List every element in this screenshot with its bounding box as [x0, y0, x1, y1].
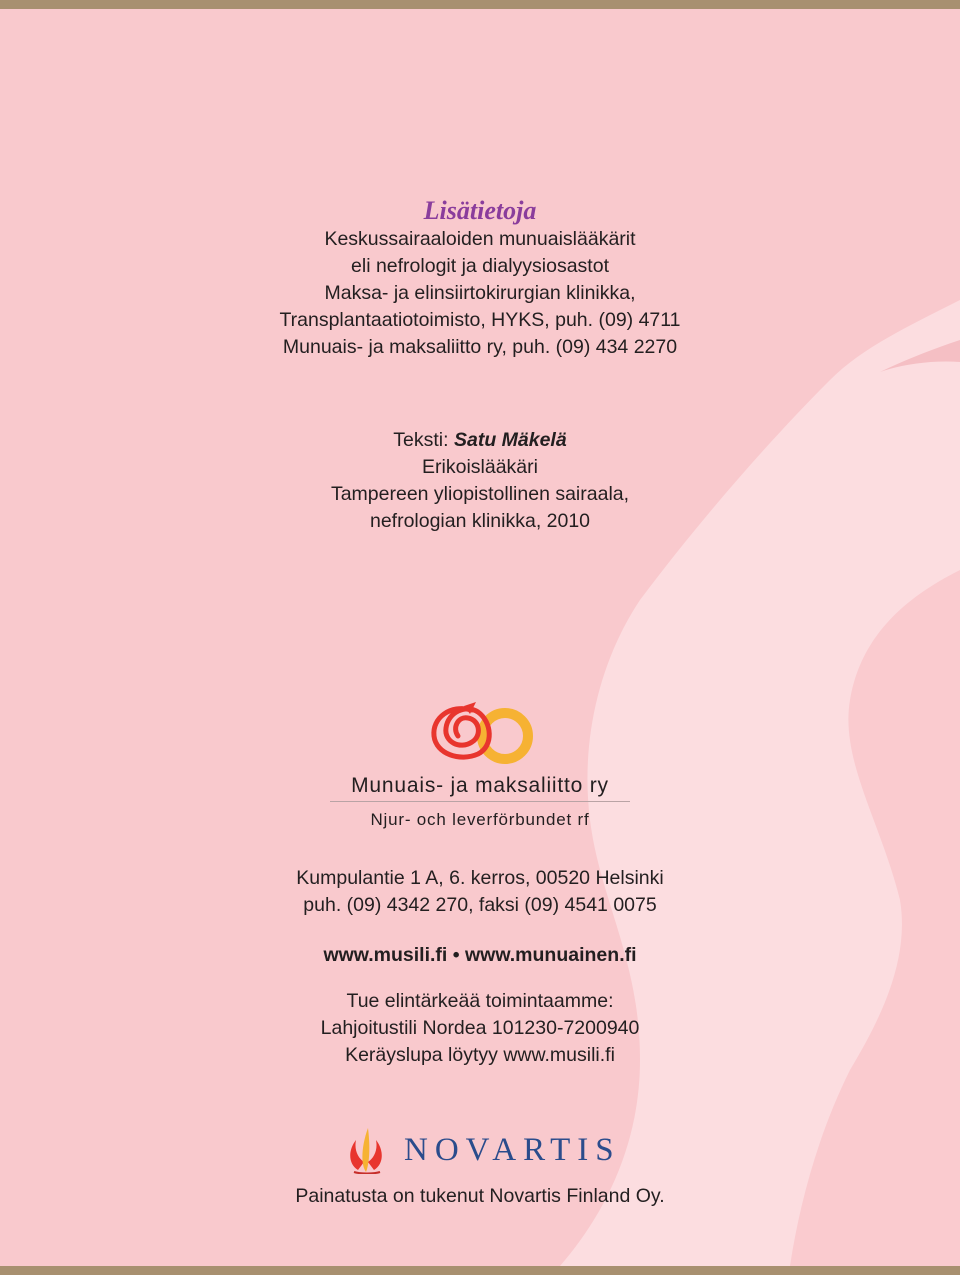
info-line: Munuais- ja maksaliitto ry, puh. (09) 434 2270: [282, 336, 678, 358]
bottom-border: [0, 1266, 960, 1275]
association-divider: [330, 801, 630, 802]
author-affiliation: nefrologian klinikka, 2010: [369, 510, 591, 532]
author-title: Erikoislääkäri: [422, 456, 538, 478]
support-line: Tue elintärkeää toimintaamme:: [346, 990, 614, 1012]
author-line: [0, 427, 960, 454]
author-affiliation: Tampereen yliopistollinen sairaala,: [330, 483, 630, 505]
association-logo-icon: [420, 698, 540, 772]
support-section: [0, 988, 960, 1069]
author-name: Satu Mäkelä: [453, 429, 567, 451]
info-heading: Lisätietoja: [423, 196, 537, 225]
info-line: Maksa- ja elinsiirtokirurgian klinikka,: [324, 282, 636, 304]
sponsor-section: [0, 1183, 960, 1210]
info-line: Transplantaatiotoimisto, HYKS, puh. (09) 4711: [279, 309, 681, 331]
support-line: Keräyslupa löytyy www.musili.fi: [345, 1044, 615, 1066]
novartis-flame-icon: [344, 1124, 388, 1174]
websites: www.musili.fi • www.munuainen.fi: [323, 944, 637, 966]
websites-section: [0, 942, 960, 969]
novartis-wordmark: NOVARTIS: [404, 1132, 621, 1168]
support-line: Lahjoitustili Nordea 101230-7200940: [320, 1017, 640, 1039]
novartis-logo: [344, 1124, 624, 1174]
association-subname: Njur- och leverförbundet rf: [370, 810, 590, 829]
association-name-block: [0, 772, 960, 832]
info-line: eli nefrologit ja dialyysiosastot: [351, 255, 609, 277]
association-name: Munuais- ja maksaliitto ry: [351, 774, 609, 797]
info-section: [0, 196, 960, 361]
phone-fax: puh. (09) 4342 270, faksi (09) 4541 0075: [303, 894, 657, 916]
address: Kumpulantie 1 A, 6. kerros, 00520 Helsinki: [296, 867, 664, 889]
sponsor-note: Painatusta on tukenut Novartis Finland Oy.: [295, 1185, 665, 1207]
author-prefix: Teksti:: [393, 429, 454, 451]
contact-section: [0, 865, 960, 919]
author-section: [0, 427, 960, 535]
info-line: Keskussairaaloiden munuaislääkärit: [324, 228, 636, 250]
